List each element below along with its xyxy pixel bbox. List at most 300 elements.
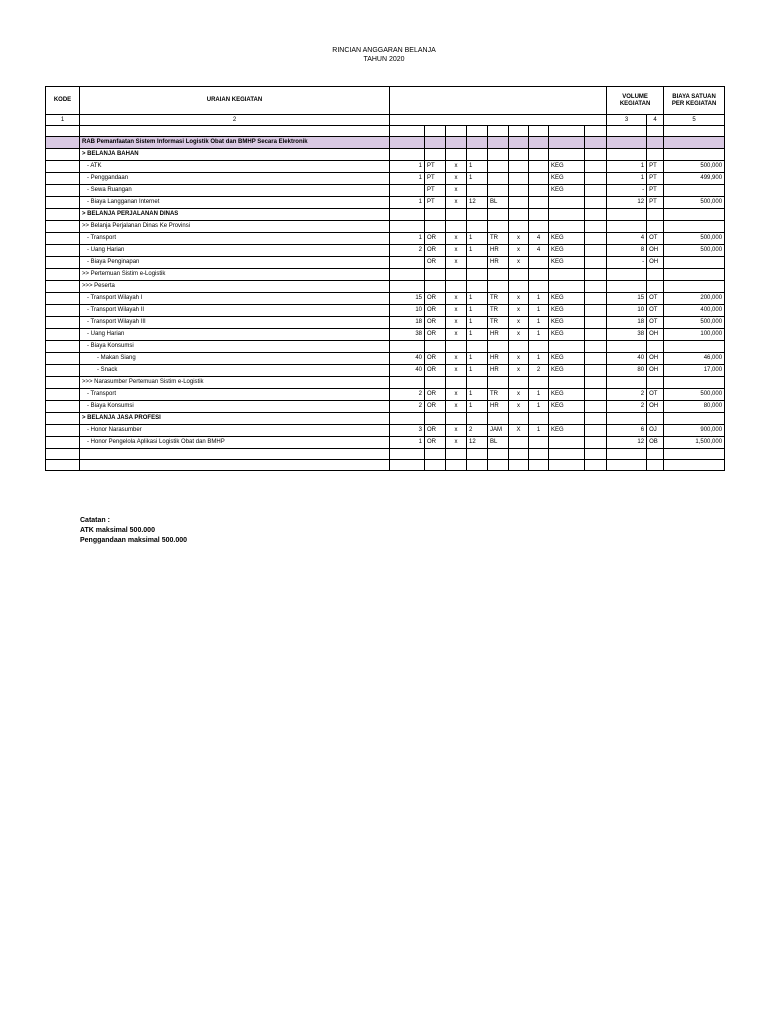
table-row <box>46 401 725 413</box>
cell-volume-unit <box>647 137 664 149</box>
cell-kode <box>46 173 80 185</box>
cell-unit-1: OR <box>425 233 446 245</box>
cell-volume-unit: PT <box>647 173 664 185</box>
cell-qty-1: 15 <box>390 293 425 305</box>
cell-kode <box>46 353 80 365</box>
cell-kode <box>46 377 80 389</box>
table-row <box>46 257 725 269</box>
cell-volume <box>607 377 647 389</box>
cell-keg <box>549 281 585 293</box>
cell-times-1: x <box>446 245 467 257</box>
cell-qty-3 <box>529 437 549 449</box>
document-title <box>0 46 768 64</box>
cell-unit-2 <box>488 149 509 161</box>
cell-volume: 8 <box>607 245 647 257</box>
cell-volume <box>607 269 647 281</box>
cell-unit-2: TR <box>488 389 509 401</box>
cell-qty-2 <box>467 137 488 149</box>
cell-uraian: > BELANJA JASA PROFESI <box>80 413 390 425</box>
cell-kode <box>46 449 80 460</box>
cell-times-2 <box>509 377 529 389</box>
cell-volume-unit: OH <box>647 329 664 341</box>
cell-qty-3 <box>529 137 549 149</box>
cell-keg: KEG <box>549 233 585 245</box>
cell-uraian: - Uang Harian <box>80 329 390 341</box>
cell-kode <box>46 460 80 471</box>
cell-qty-2: 1 <box>467 233 488 245</box>
cell-qty-2: 1 <box>467 305 488 317</box>
cell-times-2: x <box>509 389 529 401</box>
header-kode: KODE <box>46 87 80 115</box>
cell-qty-2 <box>467 126 488 137</box>
cell-volume: 2 <box>607 401 647 413</box>
cell-uraian: >>> Peserta <box>80 281 390 293</box>
table-row <box>46 161 725 173</box>
notes <box>80 516 187 546</box>
cell-uraian: - Penggandaan <box>80 173 390 185</box>
cell-uraian: - Biaya Langganan Internet <box>80 197 390 209</box>
cell-unit-price: 400,000 <box>664 305 725 317</box>
col-number-4: 4 <box>647 115 664 126</box>
cell-uraian: - Honor Pengelola Aplikasi Logistik Obat dan BMHP <box>80 437 390 449</box>
cell-qty-2: 1 <box>467 353 488 365</box>
notes-line-atk: ATK maksimal 500.000 <box>80 527 155 534</box>
cell-volume-unit: OT <box>647 233 664 245</box>
cell-qty-2: 2 <box>467 425 488 437</box>
cell-unit-price <box>664 281 725 293</box>
cell-times-1: x <box>446 161 467 173</box>
cell-times-2: x <box>509 305 529 317</box>
cell-qty-1: 18 <box>390 317 425 329</box>
blank-row <box>46 449 725 460</box>
blank-row <box>46 126 725 137</box>
cell-unit-2 <box>488 209 509 221</box>
cell-times-1 <box>446 149 467 161</box>
cell-unit-price <box>664 209 725 221</box>
cell-unit-2 <box>488 269 509 281</box>
cell-times-1 <box>446 341 467 353</box>
cell-uraian: - Honor Narasumber <box>80 425 390 437</box>
cell-qty-2 <box>467 149 488 161</box>
cell-uraian: >> Belanja Perjalanan Dinas Ke Provinsi <box>80 221 390 233</box>
cell-qty-2 <box>467 377 488 389</box>
section-row <box>46 413 725 425</box>
cell-qty-1 <box>390 221 425 233</box>
cell-qty-2 <box>467 341 488 353</box>
cell-unit-price <box>664 449 725 460</box>
cell-qty-1: 40 <box>390 365 425 377</box>
cell-unit-1 <box>425 413 446 425</box>
cell-unit-1 <box>425 460 446 471</box>
cell-unit-price: 80,000 <box>664 401 725 413</box>
cell-uraian: - Biaya Penginapan <box>80 257 390 269</box>
cell-volume: 18 <box>607 317 647 329</box>
cell-volume <box>607 149 647 161</box>
cell-unit-price: 500,000 <box>664 317 725 329</box>
cell-volume-unit: OH <box>647 245 664 257</box>
cell-times-2 <box>509 197 529 209</box>
cell-keg: KEG <box>549 389 585 401</box>
blank-row <box>46 460 725 471</box>
cell-times-2: x <box>509 245 529 257</box>
cell-qty-2 <box>467 460 488 471</box>
cell-unit-1: OR <box>425 317 446 329</box>
cell-uraian: - Transport <box>80 389 390 401</box>
cell-keg: KEG <box>549 185 585 197</box>
cell-unit-2 <box>488 185 509 197</box>
cell-unit-1: OR <box>425 437 446 449</box>
cell-kode <box>46 161 80 173</box>
cell-volume-unit <box>647 126 664 137</box>
cell-qty-2: 1 <box>467 293 488 305</box>
cell-qty-3 <box>529 161 549 173</box>
cell-qty-1 <box>390 257 425 269</box>
cell-spacer <box>585 269 607 281</box>
cell-unit-2: BL <box>488 437 509 449</box>
cell-times-1: x <box>446 233 467 245</box>
cell-kode <box>46 305 80 317</box>
cell-times-2 <box>509 460 529 471</box>
cell-times-2 <box>509 269 529 281</box>
col-number-2: 2 <box>80 115 390 126</box>
cell-unit-price: 100,000 <box>664 329 725 341</box>
cell-unit-price: 900,000 <box>664 425 725 437</box>
cell-unit-price <box>664 341 725 353</box>
cell-unit-1 <box>425 341 446 353</box>
cell-qty-2: 1 <box>467 245 488 257</box>
cell-unit-1 <box>425 137 446 149</box>
cell-qty-3 <box>529 173 549 185</box>
header-row <box>46 87 725 115</box>
cell-volume: - <box>607 257 647 269</box>
cell-times-1: x <box>446 389 467 401</box>
cell-keg: KEG <box>549 305 585 317</box>
cell-unit-price: 200,000 <box>664 293 725 305</box>
cell-unit-2: HR <box>488 401 509 413</box>
table-row <box>46 389 725 401</box>
cell-unit-1 <box>425 377 446 389</box>
cell-spacer <box>585 126 607 137</box>
cell-keg <box>549 209 585 221</box>
cell-unit-2 <box>488 377 509 389</box>
cell-volume-unit: OH <box>647 353 664 365</box>
cell-times-1 <box>446 460 467 471</box>
header-biaya: BIAYA SATUAN PER KEGIATAN <box>664 87 725 115</box>
cell-volume <box>607 137 647 149</box>
cell-qty-1: 1 <box>390 233 425 245</box>
cell-kode <box>46 137 80 149</box>
cell-times-2: x <box>509 401 529 413</box>
cell-qty-3 <box>529 185 549 197</box>
table-row <box>46 437 725 449</box>
cell-qty-2 <box>467 257 488 269</box>
table-row <box>46 317 725 329</box>
cell-times-1: x <box>446 197 467 209</box>
table-row <box>46 233 725 245</box>
header-detail <box>390 87 607 115</box>
cell-kode <box>46 413 80 425</box>
cell-volume-unit: OH <box>647 401 664 413</box>
cell-unit-1: OR <box>425 245 446 257</box>
budget-table <box>45 86 725 471</box>
table-row <box>46 185 725 197</box>
cell-times-2 <box>509 137 529 149</box>
cell-spacer <box>585 449 607 460</box>
cell-volume: 12 <box>607 197 647 209</box>
cell-kode <box>46 197 80 209</box>
cell-unit-2 <box>488 137 509 149</box>
cell-times-1 <box>446 137 467 149</box>
col-number-3: 3 <box>607 115 647 126</box>
cell-times-2 <box>509 161 529 173</box>
cell-volume-unit: OT <box>647 317 664 329</box>
section-row <box>46 209 725 221</box>
cell-qty-3: 1 <box>529 353 549 365</box>
cell-kode <box>46 341 80 353</box>
cell-volume-unit <box>647 149 664 161</box>
cell-uraian: > BELANJA PERJALANAN DINAS <box>80 209 390 221</box>
cell-qty-1: 40 <box>390 353 425 365</box>
subsection-row <box>46 221 725 233</box>
cell-unit-1: PT <box>425 173 446 185</box>
cell-volume-unit <box>647 460 664 471</box>
table-row <box>46 173 725 185</box>
cell-volume <box>607 460 647 471</box>
cell-spacer <box>585 137 607 149</box>
cell-qty-1: 1 <box>390 173 425 185</box>
cell-uraian: >> Pertemuan Sistim e-Logistik <box>80 269 390 281</box>
cell-qty-1: 1 <box>390 437 425 449</box>
cell-unit-1: OR <box>425 353 446 365</box>
cell-volume: 40 <box>607 353 647 365</box>
cell-qty-1 <box>390 269 425 281</box>
table-row <box>46 425 725 437</box>
col-number-5: 5 <box>664 115 725 126</box>
cell-keg: KEG <box>549 317 585 329</box>
cell-times-2 <box>509 149 529 161</box>
cell-qty-3 <box>529 209 549 221</box>
cell-unit-1: PT <box>425 197 446 209</box>
cell-qty-1: 1 <box>390 197 425 209</box>
subsection-row <box>46 377 725 389</box>
cell-unit-2 <box>488 281 509 293</box>
cell-kode <box>46 437 80 449</box>
cell-kode <box>46 257 80 269</box>
cell-times-2 <box>509 437 529 449</box>
cell-qty-2: 1 <box>467 317 488 329</box>
cell-times-2 <box>509 413 529 425</box>
cell-qty-2 <box>467 281 488 293</box>
cell-times-1: x <box>446 305 467 317</box>
cell-uraian: - Sewa Ruangan <box>80 185 390 197</box>
cell-qty-3 <box>529 221 549 233</box>
cell-qty-3 <box>529 269 549 281</box>
cell-volume-unit: OB <box>647 437 664 449</box>
cell-spacer <box>585 460 607 471</box>
cell-spacer <box>585 209 607 221</box>
cell-qty-3: 1 <box>529 389 549 401</box>
cell-volume-unit <box>647 377 664 389</box>
header-volume: VOLUME KEGIATAN <box>607 87 664 115</box>
cell-volume-unit: OH <box>647 365 664 377</box>
cell-qty-1 <box>390 137 425 149</box>
cell-kode <box>46 245 80 257</box>
cell-spacer <box>585 365 607 377</box>
cell-unit-2: TR <box>488 317 509 329</box>
cell-qty-2: 1 <box>467 329 488 341</box>
cell-spacer <box>585 341 607 353</box>
cell-times-2 <box>509 173 529 185</box>
cell-spacer <box>585 401 607 413</box>
table-row <box>46 305 725 317</box>
cell-qty-1: 38 <box>390 329 425 341</box>
cell-volume-unit <box>647 281 664 293</box>
cell-keg <box>549 137 585 149</box>
cell-spacer <box>585 329 607 341</box>
cell-unit-2: TR <box>488 233 509 245</box>
cell-volume-unit: PT <box>647 197 664 209</box>
table-row <box>46 293 725 305</box>
cell-spacer <box>585 437 607 449</box>
cell-times-2 <box>509 341 529 353</box>
cell-keg <box>549 221 585 233</box>
table-row <box>46 341 725 353</box>
notes-heading: Catatan : <box>80 517 110 524</box>
cell-unit-2: HR <box>488 365 509 377</box>
cell-unit-price <box>664 126 725 137</box>
cell-qty-2: 1 <box>467 401 488 413</box>
cell-uraian: - Transport Wilayah II <box>80 305 390 317</box>
cell-qty-1 <box>390 209 425 221</box>
cell-volume-unit <box>647 449 664 460</box>
cell-qty-3: 1 <box>529 317 549 329</box>
cell-unit-2: JAM <box>488 425 509 437</box>
header-uraian: URAIAN KEGIATAN <box>80 87 390 115</box>
cell-unit-2: HR <box>488 245 509 257</box>
cell-spacer <box>585 233 607 245</box>
cell-keg: KEG <box>549 161 585 173</box>
cell-spacer <box>585 281 607 293</box>
cell-times-2: x <box>509 233 529 245</box>
title-line-1: RINCIAN ANGGARAN BELANJA <box>332 47 436 54</box>
cell-kode <box>46 389 80 401</box>
cell-keg: KEG <box>549 401 585 413</box>
cell-spacer <box>585 173 607 185</box>
cell-unit-price <box>664 185 725 197</box>
cell-kode <box>46 233 80 245</box>
cell-qty-3 <box>529 281 549 293</box>
cell-kode <box>46 317 80 329</box>
cell-keg: KEG <box>549 425 585 437</box>
cell-spacer <box>585 221 607 233</box>
cell-qty-3: 1 <box>529 329 549 341</box>
cell-unit-2: HR <box>488 257 509 269</box>
cell-times-1: x <box>446 365 467 377</box>
cell-qty-3 <box>529 460 549 471</box>
col-number-1: 1 <box>46 115 80 126</box>
cell-volume-unit <box>647 413 664 425</box>
cell-qty-1 <box>390 449 425 460</box>
column-number-row <box>46 115 725 126</box>
cell-keg <box>549 149 585 161</box>
cell-qty-3 <box>529 197 549 209</box>
cell-qty-3 <box>529 413 549 425</box>
cell-times-2 <box>509 221 529 233</box>
cell-uraian: - Snack <box>80 365 390 377</box>
cell-keg <box>549 377 585 389</box>
cell-qty-1 <box>390 126 425 137</box>
cell-unit-1 <box>425 221 446 233</box>
cell-times-2: x <box>509 365 529 377</box>
cell-kode <box>46 149 80 161</box>
cell-qty-3 <box>529 377 549 389</box>
cell-volume-unit <box>647 221 664 233</box>
cell-kode <box>46 185 80 197</box>
cell-volume: 2 <box>607 389 647 401</box>
cell-kode <box>46 425 80 437</box>
cell-uraian <box>80 460 390 471</box>
cell-qty-3: 1 <box>529 401 549 413</box>
cell-keg: KEG <box>549 365 585 377</box>
cell-unit-1: PT <box>425 161 446 173</box>
cell-keg <box>549 413 585 425</box>
cell-unit-1: OR <box>425 293 446 305</box>
cell-spacer <box>585 425 607 437</box>
cell-qty-1: 2 <box>390 245 425 257</box>
cell-unit-2: HR <box>488 353 509 365</box>
cell-unit-2: HR <box>488 329 509 341</box>
cell-uraian: RAB Pemanfaatan Sistem Informasi Logistik Obat dan BMHP Secara Elektronik <box>80 137 390 149</box>
cell-volume: 80 <box>607 365 647 377</box>
cell-volume <box>607 221 647 233</box>
cell-qty-3 <box>529 126 549 137</box>
cell-spacer <box>585 197 607 209</box>
table-row <box>46 353 725 365</box>
cell-unit-price: 500,000 <box>664 245 725 257</box>
section-row <box>46 149 725 161</box>
cell-times-2 <box>509 449 529 460</box>
cell-spacer <box>585 149 607 161</box>
cell-qty-1 <box>390 377 425 389</box>
cell-kode <box>46 221 80 233</box>
cell-volume-unit: OH <box>647 257 664 269</box>
cell-qty-2 <box>467 221 488 233</box>
subsection-row <box>46 269 725 281</box>
cell-qty-1 <box>390 341 425 353</box>
cell-volume-unit: PT <box>647 185 664 197</box>
cell-keg: KEG <box>549 353 585 365</box>
cell-times-1 <box>446 377 467 389</box>
cell-spacer <box>585 353 607 365</box>
cell-volume-unit <box>647 269 664 281</box>
cell-qty-3: 1 <box>529 425 549 437</box>
cell-unit-price <box>664 149 725 161</box>
cell-times-2 <box>509 185 529 197</box>
cell-qty-3: 1 <box>529 305 549 317</box>
cell-unit-1 <box>425 269 446 281</box>
cell-kode <box>46 209 80 221</box>
table-row <box>46 197 725 209</box>
cell-volume-unit: OJ <box>647 425 664 437</box>
cell-times-1: x <box>446 353 467 365</box>
cell-uraian: - Biaya Konsumsi <box>80 341 390 353</box>
table-row <box>46 245 725 257</box>
cell-uraian: > BELANJA BAHAN <box>80 149 390 161</box>
cell-kode <box>46 281 80 293</box>
cell-volume-unit: OT <box>647 305 664 317</box>
cell-keg: KEG <box>549 245 585 257</box>
cell-qty-2 <box>467 413 488 425</box>
